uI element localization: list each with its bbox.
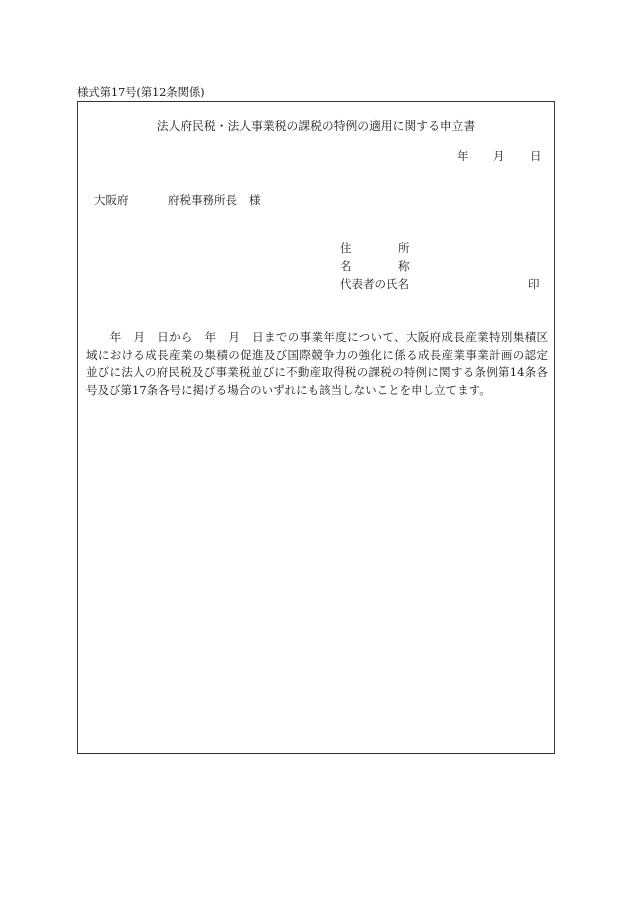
declaration-line: 並びに法人の府民税及び事業税並びに不動産取得税の課税の特例に関する条例第14条各 (86, 365, 548, 379)
representative-name-label: 代表者の氏名 (340, 277, 409, 291)
addressee-honorific: 様 (249, 193, 261, 207)
address-label-part-1: 住 (340, 241, 352, 255)
address-label-part-2: 所 (398, 241, 410, 255)
company-name-label-part-1: 名 (340, 259, 352, 273)
date-year-label: 年 (457, 149, 469, 163)
application-form-frame (77, 101, 555, 754)
addressee-prefecture: 大阪府 (94, 193, 129, 207)
addressee-office: 府税事務所長 (168, 193, 237, 207)
date-month-label: 月 (493, 149, 505, 163)
form-number: 様式第17号(第12条関係) (77, 85, 205, 99)
document-title: 法人府民税・法人事業税の課税の特例の適用に関する申立書 (156, 119, 476, 133)
seal-mark: 印 (528, 277, 540, 291)
declaration-body (86, 329, 548, 399)
declaration-line: 域における成長産業の集積の促進及び国際競争力の強化に係る成長産業事業計画の認定 (86, 347, 548, 362)
date-day-label: 日 (530, 149, 542, 163)
declaration-line: 年 月 日から 年 月 日までの事業年度について、大阪府成長産業特別集積区 (86, 330, 548, 344)
declaration-line: 号及び第17条各号に掲げる場合のいずれにも該当しないことを申し立てます。 (86, 382, 491, 397)
company-name-label-part-2: 称 (398, 259, 410, 273)
